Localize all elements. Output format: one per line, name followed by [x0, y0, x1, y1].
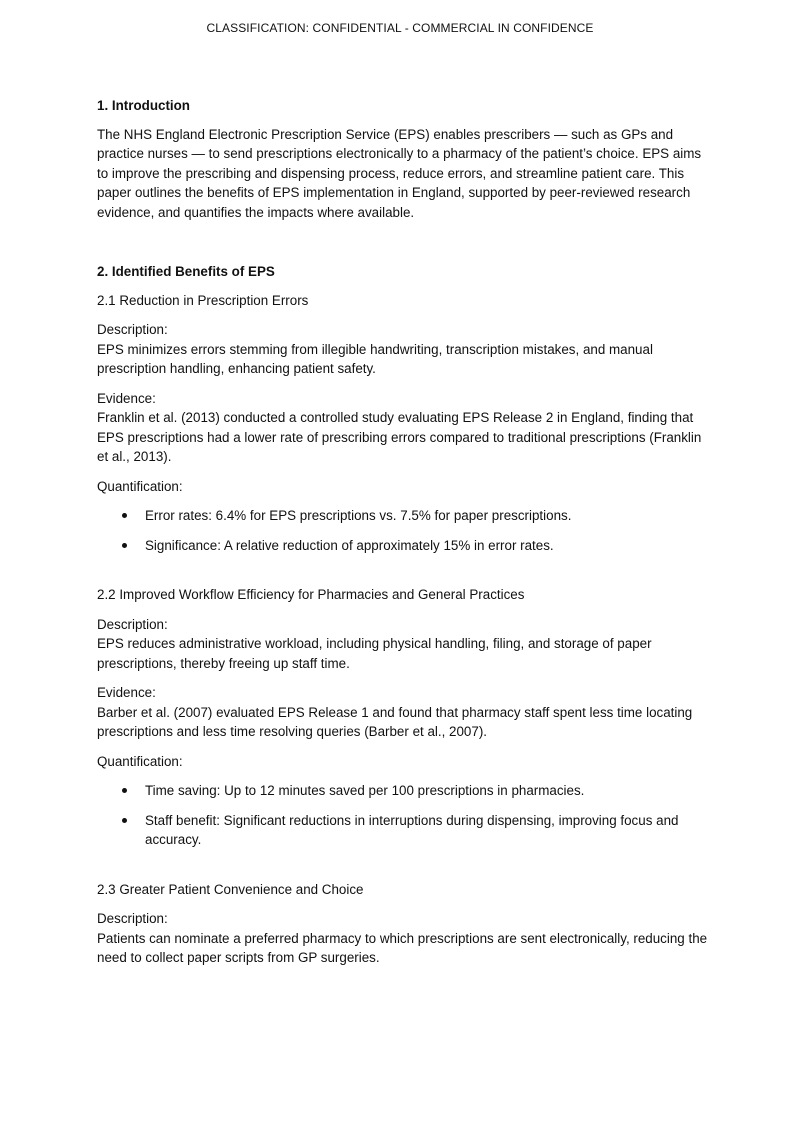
list-item: Significance: A relative reduction of approximately 15% in error rates.	[145, 536, 709, 556]
description-label: Description:	[97, 911, 168, 926]
classification-header: CLASSIFICATION: CONFIDENTIAL - COMMERCIAL IN CONFIDENCE	[206, 21, 594, 35]
section-2-heading: 2. Identified Benefits of EPS	[97, 264, 275, 279]
quantification-label: Quantification:	[97, 478, 183, 494]
list-item: Staff benefit: Significant reductions in interruptions during dispensing, improving focus and accuracy.	[145, 811, 709, 850]
subsection-2-1-description	[97, 320, 709, 379]
subsection-2-2-bullets	[97, 781, 709, 850]
subsection-2-2-description	[97, 615, 709, 674]
evidence-text: Barber et al. (2007) evaluated EPS Release 1 and found that pharmacy staff spent less time locating prescriptions and less time resolving queries (Barber et al., 2007).	[97, 704, 693, 739]
subsection-spacer	[97, 860, 709, 880]
subsection-2-2-evidence	[97, 683, 709, 742]
description-label: Description:	[97, 322, 168, 337]
section-1-body: The NHS England Electronic Prescription Service (EPS) enables prescribers — such as GPs and practice nurses — to send prescriptions electronically to a pharmacy of the patient’s choice. EPS aims to improve the prescribing and dispensing process, reduce errors, and streamline patient care. This paper outlines the benefits of EPS implementation in England, supported by peer-reviewed research evidence, and quantifies the impacts where available.	[97, 126, 702, 220]
subsection-2-1-evidence	[97, 389, 709, 467]
list-item: Time saving: Up to 12 minutes saved per 100 prescriptions in pharmacies.	[145, 781, 709, 801]
description-text: Patients can nominate a preferred pharmacy to which prescriptions are sent electronically, reducing the need to collect paper scripts from GP surgeries.	[97, 930, 708, 965]
document-body	[97, 96, 709, 978]
section-1-heading: 1. Introduction	[97, 98, 190, 113]
evidence-text: Franklin et al. (2013) conducted a controlled study evaluating EPS Release 2 in England, finding that EPS prescriptions had a lower rate of prescribing errors compared to traditional prescriptions (Franklin et al., 2013).	[97, 410, 702, 464]
subsection-2-3-description	[97, 909, 709, 968]
description-text: EPS reduces administrative workload, including physical handling, filing, and storage of paper prescriptions, thereby freeing up staff time.	[97, 636, 652, 671]
description-text: EPS minimizes errors stemming from illegible handwriting, transcription mistakes, and manual prescription handling, enhancing patient safety.	[97, 341, 653, 376]
quantification-label: Quantification:	[97, 753, 183, 769]
subsection-2-3-heading: 2.3 Greater Patient Convenience and Choice	[97, 881, 364, 897]
description-label: Description:	[97, 616, 168, 632]
evidence-label: Evidence:	[97, 685, 156, 700]
subsection-2-1-heading: 2.1 Reduction in Prescription Errors	[97, 292, 309, 308]
list-item: Error rates: 6.4% for EPS prescriptions vs. 7.5% for paper prescriptions.	[145, 506, 709, 526]
subsection-spacer	[97, 565, 709, 585]
evidence-label: Evidence:	[97, 390, 156, 406]
subsection-2-1-bullets	[97, 506, 709, 555]
subsection-2-2-heading: 2.2 Improved Workflow Efficiency for Pharmacies and General Practices	[97, 587, 525, 602]
section-spacer	[97, 232, 709, 262]
